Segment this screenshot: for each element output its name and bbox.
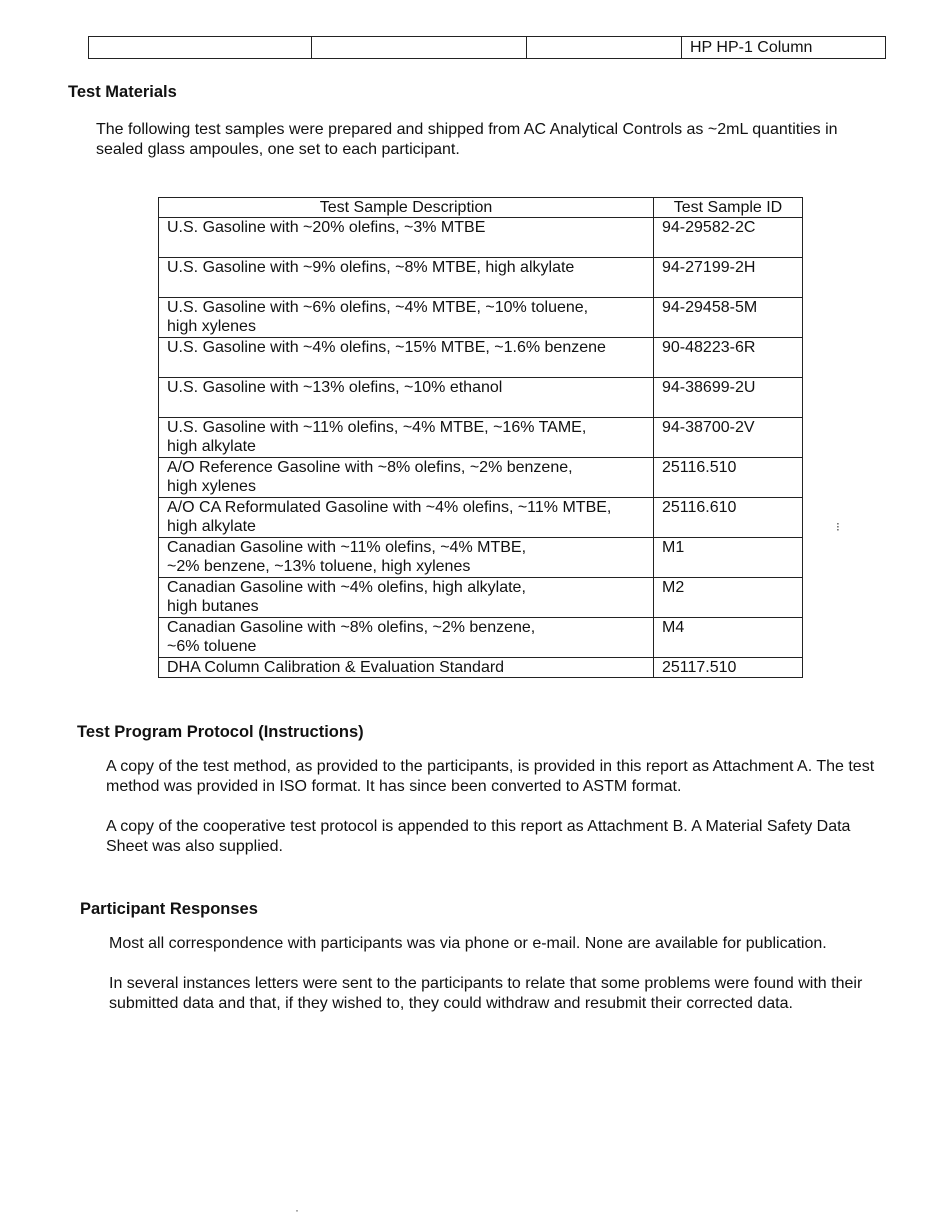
column-header-description: Test Sample Description [159,198,654,218]
protocol-paragraph-1: A copy of the test method, as provided to the participants, is provided in this report as Attachment A. The test method was provided in ISO format. It has since been converted to ASTM format. [106,758,875,795]
section-heading-test-materials: Test Materials [68,83,177,101]
table-row [159,498,803,538]
sample-description: U.S. Gasoline with ~9% olefins, ~8% MTBE, high alkylate [159,258,654,298]
table-row [159,578,803,618]
table-row [159,258,803,298]
section-heading-protocol: Test Program Protocol (Instructions) [77,723,364,741]
section-heading-responses: Participant Responses [80,900,258,918]
column-header-id: Test Sample ID [654,198,803,218]
sample-id: 25116.510 [654,458,803,498]
responses-paragraph-2: In several instances letters were sent to the participants to relate that some problems were found with their submitted data and that, if they wished to, they could withdraw and resubmit their corrected data. [109,975,863,1012]
sample-id: 25116.610 [654,498,803,538]
sample-id: 25117.510 [654,658,803,678]
table-cell: HP HP-1 Column [682,37,886,59]
sample-id: M2 [654,578,803,618]
table-row [159,538,803,578]
table-row [159,618,803,658]
sample-id: 94-29582-2C [654,218,803,258]
sample-description: Canadian Gasoline with ~8% olefins, ~2% benzene, ~6% toluene [159,618,654,658]
sample-id: M1 [654,538,803,578]
sample-description: U.S. Gasoline with ~20% olefins, ~3% MTBE [159,218,654,258]
test-sample-table [158,197,803,678]
table-cell [312,37,527,59]
scan-speck: ⁝ [836,520,840,534]
scan-speck: · [295,1203,299,1217]
sample-description: Canadian Gasoline with ~4% olefins, high alkylate, high butanes [159,578,654,618]
sample-id: 94-29458-5M [654,298,803,338]
table-row [159,658,803,678]
table-cell [527,37,682,59]
protocol-paragraph-2: A copy of the cooperative test protocol is appended to this report as Attachment B. A Material Safety Data Sheet was also supplied. [106,818,851,855]
sample-description: U.S. Gasoline with ~13% olefins, ~10% ethanol [159,378,654,418]
table-cell [89,37,312,59]
continued-table-strip [88,36,886,59]
responses-paragraph-1: Most all correspondence with participants was via phone or e-mail. None are available for publication. [109,935,827,952]
sample-id: 94-38699-2U [654,378,803,418]
sample-id: 94-27199-2H [654,258,803,298]
table-row [159,338,803,378]
sample-description: Canadian Gasoline with ~11% olefins, ~4% MTBE, ~2% benzene, ~13% toluene, high xylenes [159,538,654,578]
table-row [159,418,803,458]
table-row [159,378,803,418]
test-materials-intro: The following test samples were prepared and shipped from AC Analytical Controls as ~2mL quantities in sealed glass ampoules, one set to each participant. [96,121,838,158]
sample-id: M4 [654,618,803,658]
table-row [159,458,803,498]
sample-description: U.S. Gasoline with ~4% olefins, ~15% MTBE, ~1.6% benzene [159,338,654,378]
sample-description: U.S. Gasoline with ~6% olefins, ~4% MTBE, ~10% toluene, high xylenes [159,298,654,338]
table-row [159,218,803,258]
sample-description: U.S. Gasoline with ~11% olefins, ~4% MTBE, ~16% TAME, high alkylate [159,418,654,458]
table-row [89,37,886,59]
table-row [159,298,803,338]
sample-id: 90-48223-6R [654,338,803,378]
sample-description: DHA Column Calibration & Evaluation Standard [159,658,654,678]
table-header-row [159,198,803,218]
sample-description: A/O Reference Gasoline with ~8% olefins, ~2% benzene, high xylenes [159,458,654,498]
sample-description: A/O CA Reformulated Gasoline with ~4% olefins, ~11% MTBE, high alkylate [159,498,654,538]
sample-id: 94-38700-2V [654,418,803,458]
